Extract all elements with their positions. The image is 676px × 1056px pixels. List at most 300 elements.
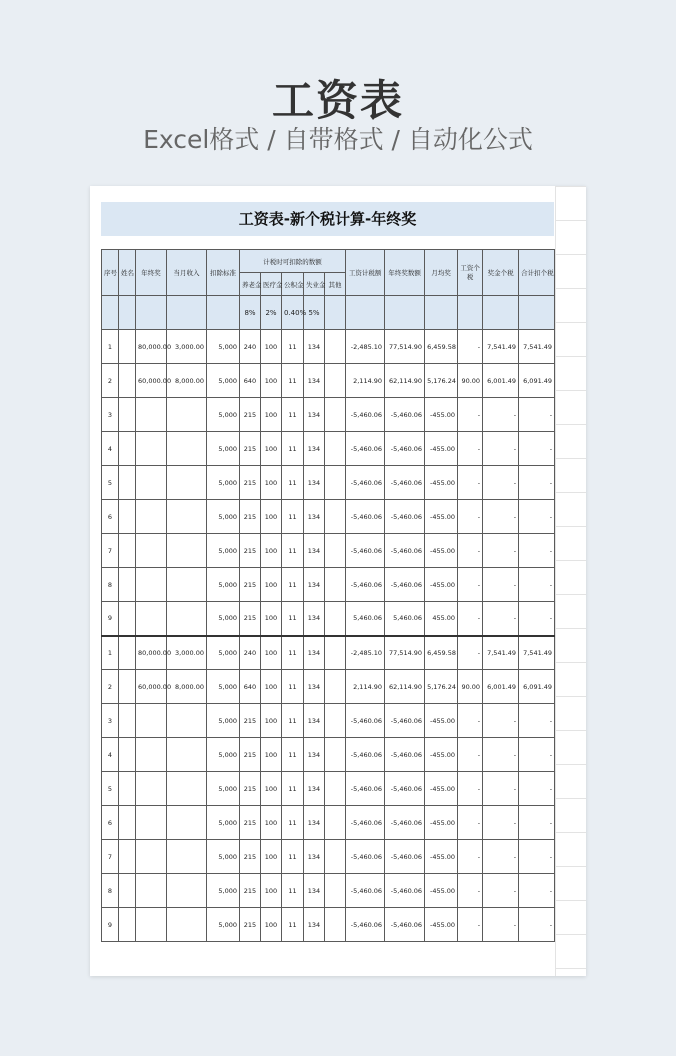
cell-std: 5,000 xyxy=(207,602,240,636)
header-annual-bonus: 年终奖 xyxy=(136,250,167,296)
cell-salary-taxable: -5,460.06 xyxy=(346,806,385,840)
cell-bonus: 60,000.00 xyxy=(136,670,167,704)
cell-salary-tax: - xyxy=(458,432,483,466)
cell-salary-tax: - xyxy=(458,908,483,942)
cell-medical: 100 xyxy=(261,398,282,432)
header-unemployment: 失业金 xyxy=(304,273,325,296)
cell-avg: -455.00 xyxy=(425,840,458,874)
cell-name xyxy=(119,772,136,806)
cell-other xyxy=(325,908,346,942)
cell-no: 7 xyxy=(102,534,119,568)
cell-medical: 100 xyxy=(261,874,282,908)
cell-pension: 215 xyxy=(240,602,261,636)
cell-std: 5,000 xyxy=(207,568,240,602)
cell-income xyxy=(167,534,207,568)
cell-total: - xyxy=(519,466,555,500)
cell-unemp: 134 xyxy=(304,738,325,772)
cell-bonus xyxy=(136,602,167,636)
cell-salary-taxable: 2,114.90 xyxy=(346,364,385,398)
rate-cell-empty xyxy=(119,296,136,330)
cell-bonus xyxy=(136,738,167,772)
rate-cell-empty xyxy=(458,296,483,330)
cell-no: 2 xyxy=(102,670,119,704)
cell-total: - xyxy=(519,806,555,840)
cell-other xyxy=(325,636,346,670)
cell-total: 6,091.49 xyxy=(519,364,555,398)
cell-medical: 100 xyxy=(261,432,282,466)
cell-unemp: 134 xyxy=(304,398,325,432)
cell-name xyxy=(119,398,136,432)
header-deduction-standard: 扣除标准 xyxy=(207,250,240,296)
cell-fund: 11 xyxy=(282,364,304,398)
rate-cell-empty xyxy=(167,296,207,330)
cell-std: 5,000 xyxy=(207,398,240,432)
cell-avg: -455.00 xyxy=(425,908,458,942)
cell-bonus-tax: - xyxy=(483,908,519,942)
cell-unemp: 134 xyxy=(304,840,325,874)
table-row xyxy=(102,398,555,432)
cell-bonus-taxable: 77,514.90 xyxy=(385,636,425,670)
cell-salary-tax: - xyxy=(458,806,483,840)
cell-unemp: 134 xyxy=(304,636,325,670)
cell-bonus xyxy=(136,432,167,466)
cell-medical: 100 xyxy=(261,636,282,670)
rate-housing-fund: 0.40% xyxy=(282,296,304,330)
cell-avg: -455.00 xyxy=(425,534,458,568)
cell-salary-tax: - xyxy=(458,398,483,432)
cell-avg: 5,176.24 xyxy=(425,364,458,398)
cell-bonus xyxy=(136,466,167,500)
cell-std: 5,000 xyxy=(207,500,240,534)
rate-cell-empty xyxy=(346,296,385,330)
cell-salary-taxable: -5,460.06 xyxy=(346,500,385,534)
cell-std: 5,000 xyxy=(207,466,240,500)
cell-std: 5,000 xyxy=(207,772,240,806)
cell-other xyxy=(325,840,346,874)
cell-salary-tax: - xyxy=(458,500,483,534)
table-row xyxy=(102,500,555,534)
cell-pension: 240 xyxy=(240,636,261,670)
cell-name xyxy=(119,364,136,398)
cell-fund: 11 xyxy=(282,466,304,500)
cell-avg: -455.00 xyxy=(425,772,458,806)
cell-bonus-tax: - xyxy=(483,840,519,874)
cell-income: 8,000.00 xyxy=(167,364,207,398)
cell-other xyxy=(325,806,346,840)
cell-std: 5,000 xyxy=(207,908,240,942)
cell-total: - xyxy=(519,500,555,534)
header-housing-fund: 公积金 xyxy=(282,273,304,296)
cell-bonus-tax: - xyxy=(483,874,519,908)
cell-total: - xyxy=(519,772,555,806)
cell-no: 6 xyxy=(102,806,119,840)
cell-no: 5 xyxy=(102,772,119,806)
cell-avg: -455.00 xyxy=(425,432,458,466)
cell-salary-tax: - xyxy=(458,602,483,636)
cell-no: 3 xyxy=(102,398,119,432)
cell-avg: -455.00 xyxy=(425,806,458,840)
table-row xyxy=(102,466,555,500)
salary-table xyxy=(101,249,555,942)
cell-salary-tax: - xyxy=(458,534,483,568)
cell-medical: 100 xyxy=(261,568,282,602)
cell-avg: 6,459.58 xyxy=(425,330,458,364)
cell-bonus-tax: - xyxy=(483,772,519,806)
cell-avg: -455.00 xyxy=(425,738,458,772)
header-total-tax: 合计扣个税 xyxy=(519,250,555,296)
cell-fund: 11 xyxy=(282,534,304,568)
cell-income xyxy=(167,840,207,874)
cell-salary-tax: - xyxy=(458,738,483,772)
empty-cells-gutter xyxy=(555,186,586,976)
cell-no: 4 xyxy=(102,432,119,466)
hero-subtitle: Excel格式 / 自带格式 / 自动化公式 xyxy=(143,125,533,154)
cell-total: 7,541.49 xyxy=(519,330,555,364)
cell-medical: 100 xyxy=(261,840,282,874)
cell-pension: 240 xyxy=(240,330,261,364)
rate-unemployment: 5% xyxy=(304,296,325,330)
cell-medical: 100 xyxy=(261,602,282,636)
cell-bonus xyxy=(136,874,167,908)
cell-bonus-tax: 6,001.49 xyxy=(483,364,519,398)
cell-medical: 100 xyxy=(261,738,282,772)
cell-unemp: 134 xyxy=(304,772,325,806)
cell-name xyxy=(119,704,136,738)
cell-income xyxy=(167,908,207,942)
cell-std: 5,000 xyxy=(207,738,240,772)
cell-total: 6,091.49 xyxy=(519,670,555,704)
cell-no: 6 xyxy=(102,500,119,534)
cell-avg: -455.00 xyxy=(425,500,458,534)
table-row xyxy=(102,364,555,398)
cell-avg: 6,459.58 xyxy=(425,636,458,670)
cell-bonus-tax: - xyxy=(483,738,519,772)
cell-bonus-tax: - xyxy=(483,398,519,432)
cell-avg: -455.00 xyxy=(425,568,458,602)
cell-fund: 11 xyxy=(282,500,304,534)
cell-total: - xyxy=(519,432,555,466)
cell-std: 5,000 xyxy=(207,432,240,466)
cell-unemp: 134 xyxy=(304,908,325,942)
cell-unemp: 134 xyxy=(304,500,325,534)
cell-std: 5,000 xyxy=(207,364,240,398)
cell-salary-tax: 90.00 xyxy=(458,670,483,704)
cell-bonus-taxable: -5,460.06 xyxy=(385,738,425,772)
cell-avg: -455.00 xyxy=(425,704,458,738)
cell-total: - xyxy=(519,874,555,908)
cell-name xyxy=(119,738,136,772)
cell-income xyxy=(167,602,207,636)
cell-salary-taxable: -5,460.06 xyxy=(346,908,385,942)
cell-pension: 215 xyxy=(240,874,261,908)
cell-std: 5,000 xyxy=(207,670,240,704)
cell-salary-taxable: 2,114.90 xyxy=(346,670,385,704)
table-row xyxy=(102,908,555,942)
cell-salary-tax: - xyxy=(458,330,483,364)
cell-salary-tax: - xyxy=(458,840,483,874)
cell-std: 5,000 xyxy=(207,534,240,568)
cell-bonus xyxy=(136,908,167,942)
cell-income xyxy=(167,432,207,466)
cell-bonus: 60,000.00 xyxy=(136,364,167,398)
cell-bonus xyxy=(136,772,167,806)
cell-unemp: 134 xyxy=(304,364,325,398)
cell-fund: 11 xyxy=(282,772,304,806)
header-pension: 养老金 xyxy=(240,273,261,296)
cell-bonus xyxy=(136,840,167,874)
cell-no: 2 xyxy=(102,364,119,398)
cell-bonus: 80,000.00 xyxy=(136,330,167,364)
cell-medical: 100 xyxy=(261,704,282,738)
cell-fund: 11 xyxy=(282,874,304,908)
rate-cell-empty xyxy=(385,296,425,330)
cell-unemp: 134 xyxy=(304,466,325,500)
cell-pension: 215 xyxy=(240,534,261,568)
table-row xyxy=(102,840,555,874)
cell-no: 4 xyxy=(102,738,119,772)
cell-other xyxy=(325,466,346,500)
cell-bonus-taxable: -5,460.06 xyxy=(385,874,425,908)
cell-income xyxy=(167,874,207,908)
cell-no: 1 xyxy=(102,636,119,670)
cell-unemp: 134 xyxy=(304,330,325,364)
header-index: 序号 xyxy=(102,250,119,296)
cell-name xyxy=(119,466,136,500)
table-row xyxy=(102,330,555,364)
cell-pension: 215 xyxy=(240,772,261,806)
cell-bonus-taxable: -5,460.06 xyxy=(385,432,425,466)
cell-medical: 100 xyxy=(261,330,282,364)
table-row xyxy=(102,670,555,704)
cell-pension: 215 xyxy=(240,840,261,874)
cell-bonus-taxable: 62,114.90 xyxy=(385,670,425,704)
cell-income xyxy=(167,772,207,806)
cell-salary-taxable: -5,460.06 xyxy=(346,568,385,602)
cell-bonus xyxy=(136,568,167,602)
cell-salary-tax: - xyxy=(458,704,483,738)
cell-bonus-taxable: -5,460.06 xyxy=(385,568,425,602)
cell-fund: 11 xyxy=(282,398,304,432)
cell-bonus-taxable: -5,460.06 xyxy=(385,840,425,874)
cell-medical: 100 xyxy=(261,908,282,942)
cell-no: 3 xyxy=(102,704,119,738)
cell-name xyxy=(119,874,136,908)
cell-salary-taxable: -2,485.10 xyxy=(346,636,385,670)
cell-bonus-tax: - xyxy=(483,602,519,636)
cell-salary-taxable: -5,460.06 xyxy=(346,704,385,738)
header-bonus-taxable: 年终奖数额 xyxy=(385,250,425,296)
cell-name xyxy=(119,330,136,364)
cell-bonus: 80,000.00 xyxy=(136,636,167,670)
cell-income xyxy=(167,806,207,840)
cell-no: 7 xyxy=(102,840,119,874)
cell-name xyxy=(119,500,136,534)
cell-name xyxy=(119,568,136,602)
cell-pension: 215 xyxy=(240,568,261,602)
cell-salary-taxable: -5,460.06 xyxy=(346,398,385,432)
cell-salary-tax: 90.00 xyxy=(458,364,483,398)
cell-unemp: 134 xyxy=(304,874,325,908)
cell-total: - xyxy=(519,568,555,602)
cell-medical: 100 xyxy=(261,534,282,568)
cell-income: 8,000.00 xyxy=(167,670,207,704)
cell-unemp: 134 xyxy=(304,534,325,568)
cell-fund: 11 xyxy=(282,806,304,840)
rate-cell-empty xyxy=(136,296,167,330)
header-salary-tax: 工资个税 xyxy=(458,250,483,296)
table-row xyxy=(102,432,555,466)
table-row xyxy=(102,636,555,670)
cell-income xyxy=(167,704,207,738)
cell-unemp: 134 xyxy=(304,568,325,602)
rate-medical: 2% xyxy=(261,296,282,330)
cell-avg: 5,176.24 xyxy=(425,670,458,704)
header-monthly-average: 月均奖 xyxy=(425,250,458,296)
table-row xyxy=(102,704,555,738)
cell-name xyxy=(119,806,136,840)
cell-pension: 215 xyxy=(240,466,261,500)
cell-unemp: 134 xyxy=(304,704,325,738)
cell-salary-tax: - xyxy=(458,568,483,602)
cell-total: 7,541.49 xyxy=(519,636,555,670)
cell-bonus-tax: 7,541.49 xyxy=(483,636,519,670)
cell-medical: 100 xyxy=(261,670,282,704)
cell-salary-taxable: -5,460.06 xyxy=(346,432,385,466)
cell-std: 5,000 xyxy=(207,330,240,364)
cell-fund: 11 xyxy=(282,704,304,738)
cell-fund: 11 xyxy=(282,670,304,704)
cell-fund: 11 xyxy=(282,432,304,466)
cell-other xyxy=(325,704,346,738)
table-row xyxy=(102,806,555,840)
cell-salary-tax: - xyxy=(458,466,483,500)
table-row xyxy=(102,534,555,568)
cell-avg: -455.00 xyxy=(425,466,458,500)
cell-salary-taxable: -5,460.06 xyxy=(346,840,385,874)
cell-pension: 215 xyxy=(240,500,261,534)
cell-bonus-taxable: -5,460.06 xyxy=(385,398,425,432)
cell-fund: 11 xyxy=(282,602,304,636)
cell-pension: 215 xyxy=(240,908,261,942)
cell-salary-taxable: 5,460.06 xyxy=(346,602,385,636)
table-row xyxy=(102,602,555,636)
cell-name xyxy=(119,908,136,942)
cell-fund: 11 xyxy=(282,908,304,942)
cell-unemp: 134 xyxy=(304,670,325,704)
table-row xyxy=(102,874,555,908)
cell-total: - xyxy=(519,908,555,942)
header-other: 其他 xyxy=(325,273,346,296)
cell-avg: -455.00 xyxy=(425,398,458,432)
sheet-title: 工资表-新个税计算-年终奖 xyxy=(101,202,554,236)
cell-fund: 11 xyxy=(282,840,304,874)
cell-salary-taxable: -5,460.06 xyxy=(346,738,385,772)
header-pretax-deduction-group: 计税时可扣除的数额 xyxy=(240,250,346,273)
cell-medical: 100 xyxy=(261,500,282,534)
cell-income xyxy=(167,466,207,500)
cell-bonus-tax: 6,001.49 xyxy=(483,670,519,704)
header-salary-taxable: 工资计税额 xyxy=(346,250,385,296)
cell-salary-taxable: -5,460.06 xyxy=(346,772,385,806)
cell-bonus-taxable: 62,114.90 xyxy=(385,364,425,398)
cell-pension: 215 xyxy=(240,738,261,772)
cell-total: - xyxy=(519,602,555,636)
cell-total: - xyxy=(519,398,555,432)
cell-other xyxy=(325,874,346,908)
cell-fund: 11 xyxy=(282,738,304,772)
rate-pension: 8% xyxy=(240,296,261,330)
cell-other xyxy=(325,670,346,704)
header-monthly-income: 当月收入 xyxy=(167,250,207,296)
cell-bonus-tax: - xyxy=(483,806,519,840)
cell-pension: 640 xyxy=(240,670,261,704)
cell-bonus-tax: - xyxy=(483,534,519,568)
cell-avg: 455.00 xyxy=(425,602,458,636)
cell-bonus-taxable: -5,460.06 xyxy=(385,908,425,942)
cell-income xyxy=(167,500,207,534)
rate-cell-empty xyxy=(207,296,240,330)
rate-cell-empty xyxy=(425,296,458,330)
cell-bonus-tax: 7,541.49 xyxy=(483,330,519,364)
header-name: 姓名 xyxy=(119,250,136,296)
cell-std: 5,000 xyxy=(207,704,240,738)
cell-unemp: 134 xyxy=(304,806,325,840)
cell-pension: 215 xyxy=(240,432,261,466)
cell-total: - xyxy=(519,534,555,568)
cell-unemp: 134 xyxy=(304,432,325,466)
cell-bonus-taxable: -5,460.06 xyxy=(385,466,425,500)
cell-bonus-taxable: -5,460.06 xyxy=(385,500,425,534)
cell-bonus xyxy=(136,398,167,432)
cell-avg: -455.00 xyxy=(425,874,458,908)
cell-no: 8 xyxy=(102,568,119,602)
cell-other xyxy=(325,534,346,568)
cell-name xyxy=(119,602,136,636)
cell-std: 5,000 xyxy=(207,636,240,670)
cell-salary-taxable: -5,460.06 xyxy=(346,874,385,908)
cell-bonus-taxable: -5,460.06 xyxy=(385,806,425,840)
cell-salary-tax: - xyxy=(458,636,483,670)
cell-bonus xyxy=(136,806,167,840)
cell-bonus-tax: - xyxy=(483,704,519,738)
cell-bonus-taxable: -5,460.06 xyxy=(385,534,425,568)
cell-name xyxy=(119,670,136,704)
rate-cell-empty xyxy=(519,296,555,330)
cell-bonus-taxable: 5,460.06 xyxy=(385,602,425,636)
cell-medical: 100 xyxy=(261,772,282,806)
cell-income xyxy=(167,398,207,432)
cell-medical: 100 xyxy=(261,364,282,398)
cell-bonus xyxy=(136,500,167,534)
cell-salary-taxable: -2,485.10 xyxy=(346,330,385,364)
cell-fund: 11 xyxy=(282,636,304,670)
cell-name xyxy=(119,636,136,670)
cell-pension: 215 xyxy=(240,806,261,840)
cell-pension: 215 xyxy=(240,398,261,432)
cell-other xyxy=(325,738,346,772)
cell-pension: 215 xyxy=(240,704,261,738)
cell-bonus-tax: - xyxy=(483,568,519,602)
cell-std: 5,000 xyxy=(207,874,240,908)
cell-pension: 640 xyxy=(240,364,261,398)
cell-other xyxy=(325,602,346,636)
cell-bonus-tax: - xyxy=(483,466,519,500)
cell-other xyxy=(325,364,346,398)
cell-total: - xyxy=(519,840,555,874)
hero-title: 工资表 xyxy=(271,76,404,125)
cell-salary-tax: - xyxy=(458,772,483,806)
cell-medical: 100 xyxy=(261,466,282,500)
